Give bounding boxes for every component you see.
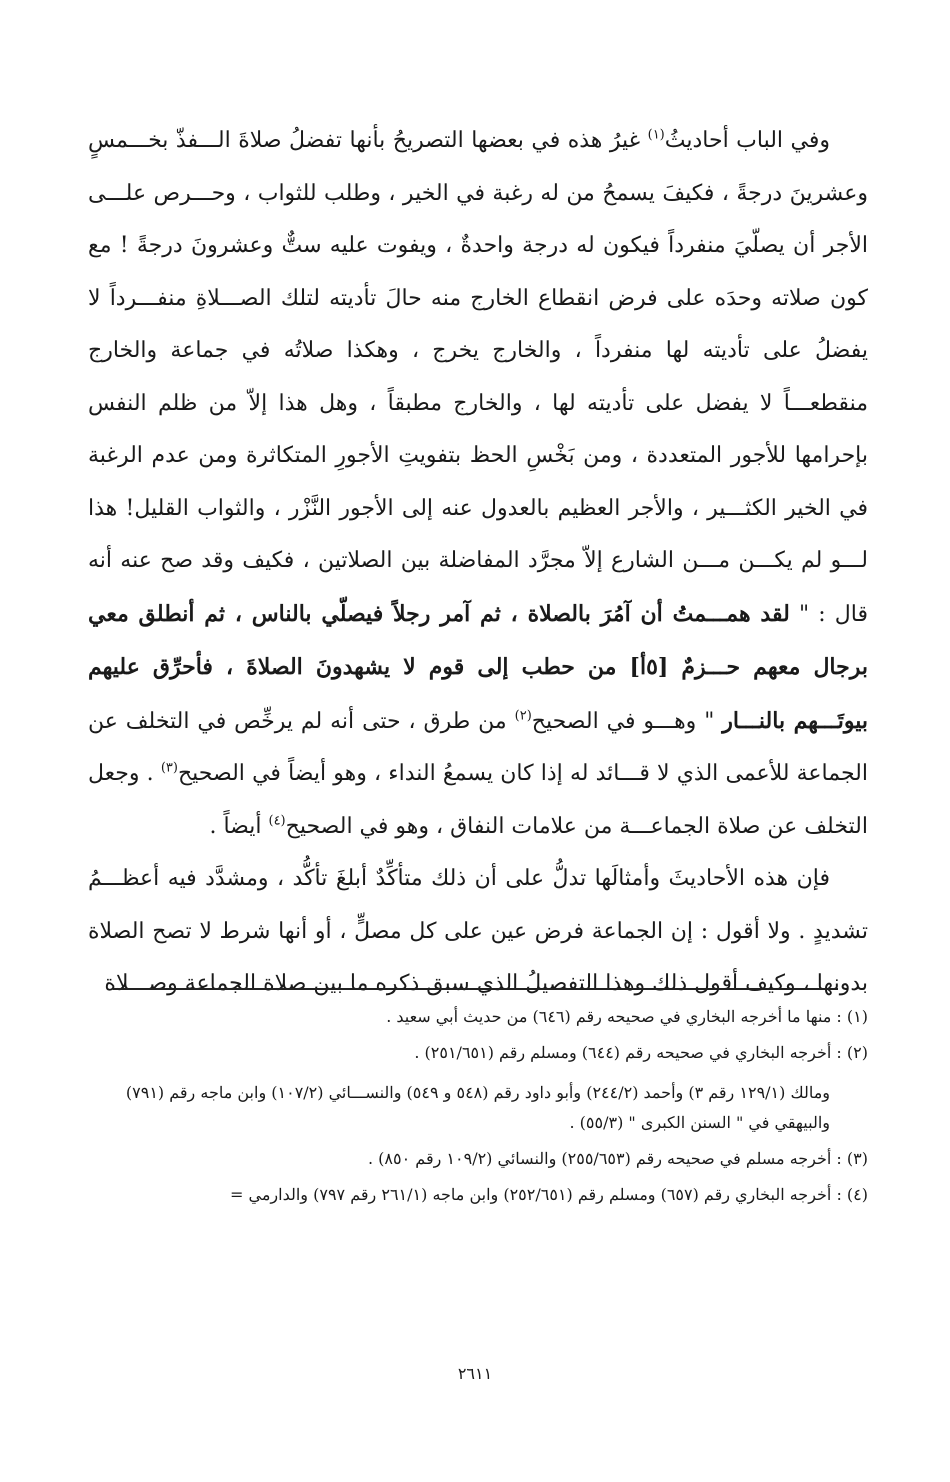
footnotes [95,1006,868,1220]
footnote-2: (٢) : أخرجه البخاري في صحيحه رقم (٦٤٤) ومسلم رقم (٢٥١/٦٥١) . [414,1043,868,1062]
footnote-4: (٤) : أخرجه البخاري رقم (٦٥٧) ومسلم رقم (٢٥٢/٦٥١) وابن ماجه (٢٦١/١ رقم ٧٩٧) والدارمي = [230,1185,868,1204]
page-number: ٢٦١١ [457,1364,493,1383]
hadith-quote: لقد همـــمتُ أن آمُرَ بالصلاة ، ثم آمر رجلاً فيصلّي بالناس ، ثم أنطلق معي برجال معهم حـــزمٌ [٥أ] من حطب إلى قوم لا يشهدونَ الصلاةَ ، فأحرِّق عليهم بيوتَـــهم بالنـــار [88,600,869,734]
footnote-ref-1: (١) [647,127,665,143]
footnote-1: (١) : منها ما أخرجه البخاري في صحيحه رقم (٦٤٦) من حديث أبي سعيد . [386,1007,868,1026]
p1-text-a: وفي الباب أحاديثُ [664,128,830,153]
footnote-3: (٣) : أخرجه مسلم في صحيحه رقم (٢٥٥/٦٥٣) والنسائي (١٠٩/٢ رقم ٨٥٠) . [368,1149,868,1168]
main-text [88,115,868,1011]
p1-text-b: غيرُ هذه في بعضها التصريحُ بأنها تفضلُ صلاةَ الـــفذّ بخـــمسٍ وعشرينَ درجةً ، فكيفَ يسمحُ من له رغبة في الخير ، وطلب للثواب ، وحـــرص علـــى الأجر أن يصلّيَ منفرداً فيكون له درجة واحدةٌ ، ويفوت عليه ستٌّ وعشرونَ درجةً ! مع كون صلاته وحدَه على فرض انقطاع الخارج منه حالَ تأديته لتلك الصـــلاةِ منفـــرداً لا يفضلُ على تأديته لها منفرداً ، والخارج يخرج ، وهكذا صلاتُه في جماعة والخارج منقطعـــاً لا يفضل على تأديته لها ، والخارج مطبقاً ، وهل هذا إلاّ من ظلم النفس بإحرامها للأجور المتعددة ، ومن بَخْسِ الحظ بتفويتِ الأجورِ المتكاثرة ومن عدم الرغبة في الخير الكثـــير ، والأجر العظيم بالعدول عنه إلى الأجور النَّزْر ، والثواب القليل! هذا لـــو لم يكـــن مـــن الشارع إلاّ مجرَّد المفاضلة بين الصلاتين ، فكيف وقد صح عنه أنه قال : " [88,128,869,627]
footnote-2-continuation: ومالك (١٢٩/١ رقم ٣) وأحمد (٢٤٤/٢) وأبو داود رقم (٥٤٨ و ٥٤٩) والنســـائي (١٠٧/٢) وابن ماجه رقم (٧٩١) والبيهقي في " السنن الكبرى " (٥٥/٣) . [125,1083,830,1132]
footnote-ref-2: (٢) [514,708,532,724]
footnote-ref-3: (٣) [160,760,178,776]
paragraph-2: فإن هذه الأحاديثَ وأمثالَها تدلُّ على أن ذلك متأكِّدٌ أبلغَ تأكُّد ، ومشدَّد فيه أعظـــمُ تشديدٍ . ولا أقول : إن الجماعة فرض عين على كل مصلٍّ ، أو أنها شرط لا تصح الصلاة بدونها ، وكيف أقول ذلك وهذا التفصيلُ الذي سبق ذكره ما بين صلاة الجماعة وصـــلاة [88,866,868,996]
paragraph-1 [88,115,868,853]
p1-text-c: " وهـــو في الصحيح [531,708,723,734]
footnote-ref-4: (٤) [268,813,286,829]
p1-text-e: . وجعل التخلف عن صلاة الجماعـــة من علامات النفاق ، وهو في الصحيح [88,761,868,839]
p1-text-f: أيضاً . [209,813,269,839]
p1-text-d: من طرق ، حتى أنه لم يرخِّص في التخلف عن الجماعة للأعمى الذي لا قـــائد له إذا كان يسمعُ النداء ، وهو أيضاً في الصحيح [88,708,868,786]
footnote-divider [113,988,838,990]
